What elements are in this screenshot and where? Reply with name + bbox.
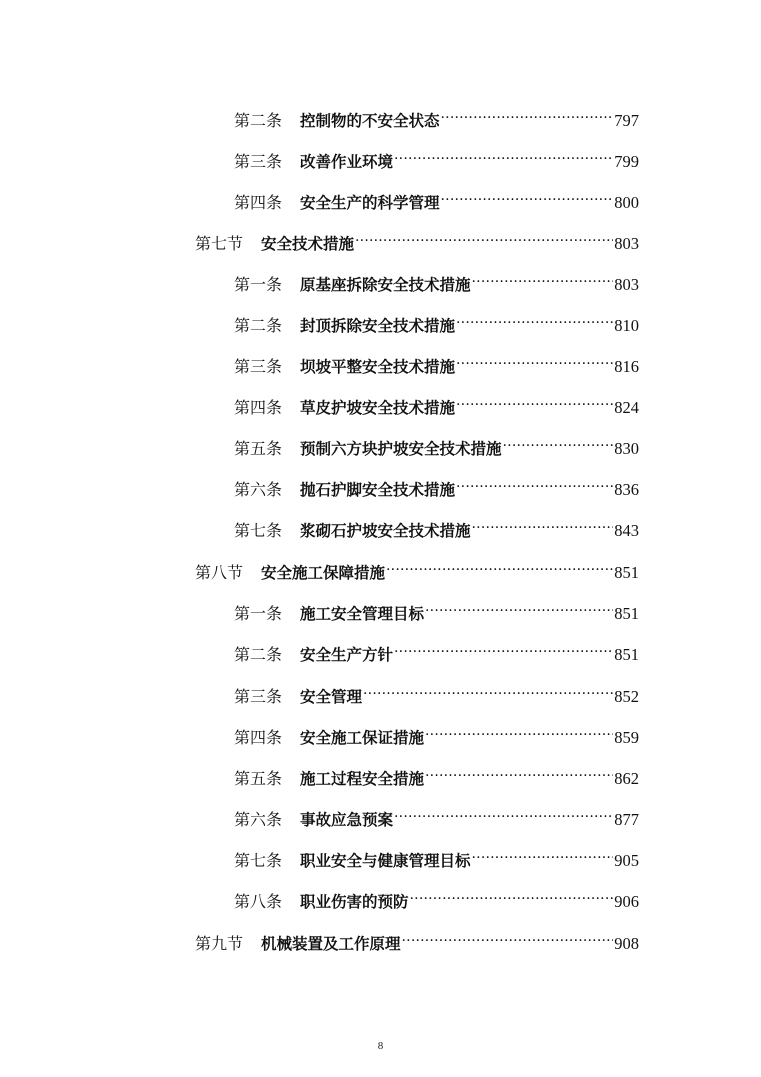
toc-entry-title: 机械装置及工作原理 xyxy=(261,935,401,953)
toc-entry-title: 控制物的不安全状态 xyxy=(300,112,440,130)
toc-entry-page: 851 xyxy=(614,604,639,623)
toc-entry-number: 第五条 xyxy=(234,439,283,458)
toc-entry[interactable] xyxy=(234,879,639,911)
dot-leader xyxy=(425,756,613,784)
toc-entry-page: 906 xyxy=(614,892,639,911)
dot-leader xyxy=(425,715,613,743)
toc-entry-title: 草皮护坡安全技术措施 xyxy=(300,399,456,417)
toc-entry[interactable] xyxy=(234,426,639,458)
toc-entry-number: 第七节 xyxy=(195,234,244,253)
toc-entry[interactable] xyxy=(234,632,639,664)
toc-entry-page: 803 xyxy=(614,275,639,294)
toc-entry[interactable] xyxy=(234,797,639,829)
toc-entry-number: 第一条 xyxy=(234,275,283,294)
dot-leader xyxy=(456,344,613,372)
toc-entry-number: 第四条 xyxy=(234,193,283,212)
toc-entry-title: 职业伤害的预防 xyxy=(300,893,409,911)
toc-entry[interactable] xyxy=(234,180,639,212)
toc-entry-title: 施工过程安全措施 xyxy=(300,770,425,788)
toc-entry-title: 抛石护脚安全技术措施 xyxy=(300,481,456,499)
dot-leader xyxy=(456,467,613,495)
toc-entry-page: 843 xyxy=(614,521,639,540)
dot-leader xyxy=(410,879,614,907)
toc-entry[interactable] xyxy=(234,139,639,171)
toc-entry-page: 816 xyxy=(614,357,639,376)
toc-entry-title: 坝坡平整安全技术措施 xyxy=(300,358,456,376)
toc-entry-title: 安全生产的科学管理 xyxy=(300,194,440,212)
toc-entry-title: 封顶拆除安全技术措施 xyxy=(300,317,456,335)
toc-entry-page: 859 xyxy=(614,728,639,747)
toc-entry-title: 安全技术措施 xyxy=(261,235,355,253)
toc-entry-page: 810 xyxy=(614,316,639,335)
page-number: 8 xyxy=(377,1040,384,1052)
toc-entry[interactable] xyxy=(234,98,639,130)
toc-entry-number: 第八条 xyxy=(234,892,283,911)
toc-entry-number: 第三条 xyxy=(234,357,283,376)
dot-leader xyxy=(355,221,613,249)
toc-entry[interactable] xyxy=(234,385,639,417)
toc-entry-title: 浆砌石护坡安全技术措施 xyxy=(300,522,471,540)
toc-entry-page: 851 xyxy=(614,645,639,664)
toc-entry-number: 第四条 xyxy=(234,728,283,747)
toc-entry-number: 第七条 xyxy=(234,851,283,870)
toc-entry-title: 安全生产方针 xyxy=(300,646,394,664)
toc-entry-number: 第六条 xyxy=(234,810,283,829)
toc-entry[interactable] xyxy=(234,591,639,623)
toc-entry-title: 原基座拆除安全技术措施 xyxy=(300,276,471,294)
toc-section[interactable] xyxy=(195,550,639,582)
toc-entry-number: 第四条 xyxy=(234,398,283,417)
toc-entry[interactable] xyxy=(234,674,639,706)
toc-entry[interactable] xyxy=(234,715,639,747)
toc-entry-number: 第二条 xyxy=(234,111,283,130)
toc-entry[interactable] xyxy=(234,344,639,376)
toc-entry[interactable] xyxy=(234,303,639,335)
toc-entry-page: 824 xyxy=(614,398,639,417)
toc-entry-page: 799 xyxy=(614,152,639,171)
toc-entry-number: 第二条 xyxy=(234,645,283,664)
toc-entry-title: 安全施工保证措施 xyxy=(300,729,425,747)
toc-entry-page: 803 xyxy=(614,234,639,253)
toc-entry-number: 第六条 xyxy=(234,480,283,499)
toc-entry-page: 851 xyxy=(614,563,639,582)
toc-entry-title: 安全管理 xyxy=(300,688,363,706)
dot-leader xyxy=(456,303,613,331)
toc-entry-page: 852 xyxy=(614,687,639,706)
toc-entry-number: 第八节 xyxy=(195,563,244,582)
toc-entry-title: 改善作业环境 xyxy=(300,153,394,171)
toc-entry-title: 职业安全与健康管理目标 xyxy=(300,852,471,870)
toc-entry-title: 安全施工保障措施 xyxy=(261,564,386,582)
toc-entry-page: 836 xyxy=(614,480,639,499)
toc-entry-number: 第三条 xyxy=(234,152,283,171)
toc-entry-page: 830 xyxy=(614,439,639,458)
toc-entry-page: 877 xyxy=(614,810,639,829)
toc-entry-page: 908 xyxy=(614,934,639,953)
toc-section[interactable] xyxy=(195,921,639,953)
toc-entry[interactable] xyxy=(234,838,639,870)
toc-entry[interactable] xyxy=(234,508,639,540)
toc-entry-page: 862 xyxy=(614,769,639,788)
toc-entry-number: 第九节 xyxy=(195,934,244,953)
toc-entry-number: 第七条 xyxy=(234,521,283,540)
toc-entry-number: 第一条 xyxy=(234,604,283,623)
toc-entry-number: 第三条 xyxy=(234,687,283,706)
dot-leader xyxy=(472,508,614,536)
dot-leader xyxy=(503,426,614,454)
toc-entry-title: 预制六方块护坡安全技术措施 xyxy=(300,440,502,458)
dot-leader xyxy=(441,98,614,126)
toc-entry-page: 800 xyxy=(614,193,639,212)
dot-leader xyxy=(394,139,613,167)
dot-leader xyxy=(441,180,614,208)
toc-section[interactable] xyxy=(195,221,639,253)
dot-leader xyxy=(386,550,613,578)
toc-entry-number: 第五条 xyxy=(234,769,283,788)
dot-leader xyxy=(394,797,613,825)
toc-entry[interactable] xyxy=(234,467,639,499)
toc-entry-title: 施工安全管理目标 xyxy=(300,605,425,623)
dot-leader xyxy=(472,262,614,290)
toc-entry-title: 事故应急预案 xyxy=(300,811,394,829)
toc-entry-page: 797 xyxy=(614,111,639,130)
dot-leader xyxy=(402,921,614,949)
dot-leader xyxy=(425,591,613,619)
dot-leader xyxy=(363,674,613,702)
dot-leader xyxy=(456,385,613,413)
toc-entry[interactable] xyxy=(234,262,639,294)
toc-entry-number: 第二条 xyxy=(234,316,283,335)
toc-entry-page: 905 xyxy=(614,851,639,870)
toc-entry[interactable] xyxy=(234,756,639,788)
dot-leader xyxy=(472,838,614,866)
dot-leader xyxy=(394,632,613,660)
